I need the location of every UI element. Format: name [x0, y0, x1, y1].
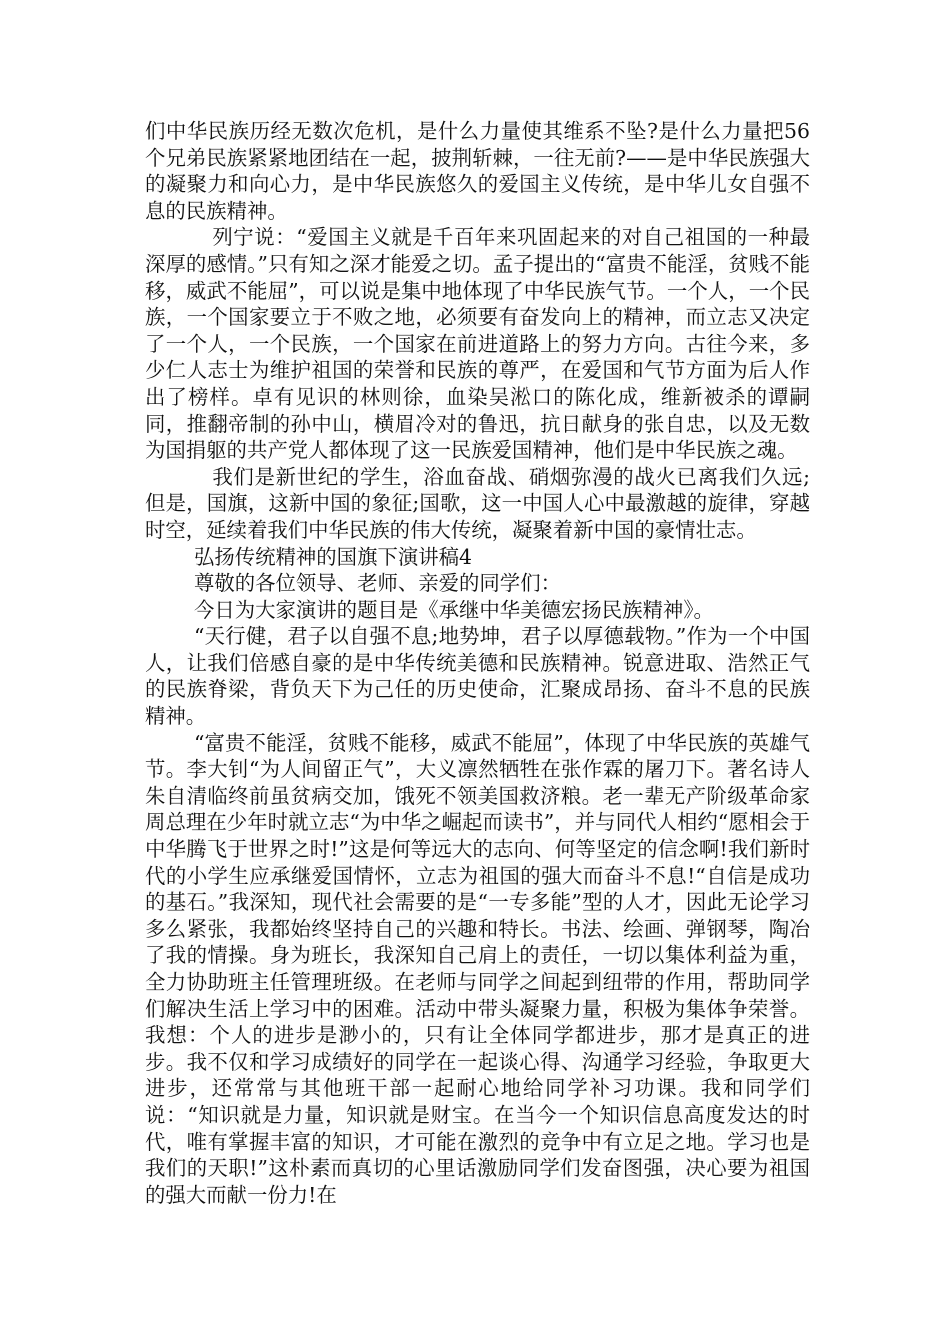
paragraph-tianxingjian: “天行健，君子以自强不息;地势坤，君子以厚德载物。”作为一个中国人，让我们倍感自豪的是中华传统美德和民族精神。锐意进取、浩然正气的民族脊梁，背负天下为己任的历史使命，汇聚成昂扬、奋斗不息的民族精神。	[145, 624, 810, 729]
speech-topic: 今日为大家演讲的题目是《承继中华美德宏扬民族精神》。	[193, 597, 714, 622]
section-heading: 弘扬传统精神的国旗下演讲稿4	[193, 544, 473, 569]
paragraph-heroic-spirit: “富贵不能淫，贫贱不能移，威武不能屈”，体现了中华民族的英雄气节。李大钊“为人间留正气”，大义凛然牺牲在张作霖的屠刀下。著名诗人朱自清临终前虽贫病交加，饿死不领美国救济粮。老一辈无产阶级革命家周总理在少年时就立志“为中华之崛起而读书”，并与同代人相约“愿相会于中华腾飞于世界之时!”这是何等远大的志向、何等坚定的信念啊!我们新时代的小学生应承继爱国情怀，立志为祖国的强大而奋斗不息!“自信是成功的基石。”我深知，现代社会需要的是“一专多能”型的人才，因此无论学习多么紧张，我都始终坚持自己的兴趣和特长。书法、绘画、弹钢琴，陶冶了我的情操。身为班长，我深知自己肩上的责任，一切以集体利益为重，全力协助班主任管理班级。在老师与同学之间起到纽带的作用，帮助同学们解决生活上学习中的困难。活动中带头凝聚力量，积极为集体争荣誉。我想：个人的进步是渺小的，只有让全体同学都进步，那才是真正的进步。我不仅和学习成绩好的同学在一起谈心得、沟通学习经验，争取更大进步，还常常与其他班干部一起耐心地给同学补习功课。我和同学们说：“知识就是力量，知识就是财宝。在当今一个知识信息高度发达的时代，唯有掌握丰富的知识，才可能在激烈的竞争中有立足之地。学习也是我们的天职!”这朴素而真切的心里话激励同学们发奋图强，决心要为祖国的强大而献一份力!在	[145, 730, 810, 1207]
paragraph-continuation: 们中华民族历经无数次危机，是什么力量使其维系不坠?是什么力量把56个兄弟民族紧紧地团结在一起，披荆斩棘，一往无前?——是中华民族强大的凝聚力和向心力，是中华民族悠久的爱国主义传统，是中华儿女自强不息的民族精神。	[145, 119, 810, 223]
paragraph-new-century-students: 我们是新世纪的学生，浴血奋战、硝烟弥漫的战火已离我们久远;但是，国旗，这新中国的象征;国歌，这一中国人心中最激越的旋律，穿越时空，延续着我们中华民族的伟大传统，凝聚着新中国的豪情壮志。	[145, 464, 810, 542]
salutation: 尊敬的各位领导、老师、亲爱的同学们：	[193, 571, 561, 596]
document-body	[145, 118, 810, 1208]
paragraph-lenin-quote: 列宁说：“爱国主义就是千百年来巩固起来的对自己祖国的一种最深厚的感情。”只有知之深才能爱之切。孟子提出的“富贵不能淫，贫贱不能移，威武不能屈”，可以说是集中地体现了中华民族气节。一个人，一个民族，一个国家要立于不败之地，必须要有奋发向上的精神，而立志又决定了一个人，一个民族，一个国家在前进道路上的努力方向。古往今来，多少仁人志士为维护祖国的荣誉和民族的尊严，在爱国和气节方面为后人作出了榜样。卓有见识的林则徐，血染吴淞口的陈化成，维新被杀的谭嗣同，推翻帝制的孙中山，横眉冷对的鲁迅，抗日献身的张自忠，以及无数为国捐躯的共产党人都体现了这一民族爱国精神，他们是中华民族之魂。	[145, 225, 810, 463]
